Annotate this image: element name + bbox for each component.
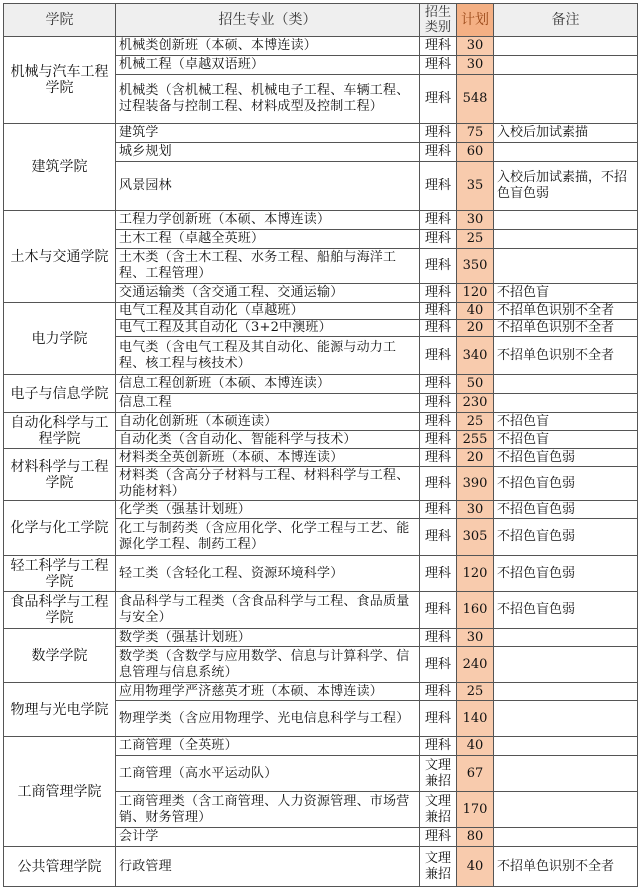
note-cell: 入校后加试素描，不招色盲色弱 [494, 162, 638, 211]
note-cell: 不招色盲 [494, 413, 638, 431]
plan-cell: 25 [457, 683, 494, 701]
plan-cell: 75 [457, 124, 494, 143]
table-row [4, 501, 638, 519]
college-cell: 电子与信息学院 [4, 375, 116, 413]
major-cell: 化学类（强基计划班） [116, 501, 420, 519]
note-cell [494, 249, 638, 284]
note-cell [494, 629, 638, 647]
college-cell: 轻工科学与工程 学院 [4, 556, 116, 592]
plan-cell: 140 [457, 701, 494, 737]
major-cell: 风景园林 [116, 162, 420, 211]
plan-cell: 305 [457, 519, 494, 556]
note-cell: 不招单色识别不全者 [494, 847, 638, 887]
header-plan: 计划 [457, 4, 494, 37]
note-cell [494, 701, 638, 737]
note-cell: 入校后加试素描 [494, 124, 638, 143]
plan-cell: 30 [457, 211, 494, 230]
note-cell [494, 792, 638, 828]
major-cell: 信息工程 [116, 394, 420, 413]
admissions-table [3, 3, 638, 887]
college-cell: 数学学院 [4, 629, 116, 683]
category-cell: 理科 [420, 737, 457, 756]
table-row [4, 211, 638, 230]
category-cell: 理科 [420, 162, 457, 211]
header-row [4, 4, 638, 37]
category-cell: 理科 [420, 592, 457, 629]
major-cell: 电气工程及其自动化（3+2中澳班） [116, 320, 420, 337]
category-cell: 理科 [420, 647, 457, 683]
college-cell: 自动化科学与工 程学院 [4, 413, 116, 449]
category-cell: 理科 [420, 320, 457, 337]
category-cell: 理科 [420, 449, 457, 467]
plan-cell: 548 [457, 75, 494, 124]
table-row [4, 449, 638, 467]
note-cell: 不招色盲色弱 [494, 501, 638, 519]
college-cell: 食品科学与工程 学院 [4, 592, 116, 629]
plan-cell: 30 [457, 629, 494, 647]
major-cell: 物理学类（含应用物理学、光电信息科学与工程） [116, 701, 420, 737]
table-row [4, 847, 638, 887]
category-cell: 理科 [420, 249, 457, 284]
note-cell [494, 375, 638, 394]
major-cell: 工程力学创新班（本硕、本博连读） [116, 211, 420, 230]
plan-cell: 350 [457, 249, 494, 284]
major-cell: 数学类（含数学与应用数学、信息与计算科学、信息管理与信息系统） [116, 647, 420, 683]
table-row [4, 37, 638, 56]
note-cell [494, 211, 638, 230]
major-cell: 城乡规划 [116, 143, 420, 162]
note-cell: 不招色盲色弱 [494, 449, 638, 467]
category-cell: 理科 [420, 828, 457, 847]
major-cell: 工商管理类（含工商管理、人力资源管理、市场营销、财务管理） [116, 792, 420, 828]
major-cell: 会计学 [116, 828, 420, 847]
major-cell: 数学类（强基计划班） [116, 629, 420, 647]
table-row [4, 375, 638, 394]
category-cell: 文理 兼招 [420, 756, 457, 792]
note-cell: 不招色盲色弱 [494, 556, 638, 592]
category-cell: 理科 [420, 394, 457, 413]
major-cell: 应用物理学严济慈英才班（本硕、本博连读） [116, 683, 420, 701]
category-cell: 理科 [420, 501, 457, 519]
college-cell: 建筑学院 [4, 124, 116, 211]
note-cell: 不招色盲色弱 [494, 519, 638, 556]
major-cell: 食品科学与工程类（含食品科学与工程、食品质量与安全） [116, 592, 420, 629]
plan-cell: 120 [457, 284, 494, 303]
college-cell: 电力学院 [4, 303, 116, 375]
plan-cell: 60 [457, 143, 494, 162]
plan-cell: 25 [457, 413, 494, 431]
note-cell [494, 737, 638, 756]
major-cell: 材料类（含高分子材料与工程、材料科学与工程、功能材料） [116, 467, 420, 501]
plan-cell: 50 [457, 375, 494, 394]
category-cell: 理科 [420, 75, 457, 124]
major-cell: 工商管理（高水平运动队） [116, 756, 420, 792]
major-cell: 行政管理 [116, 847, 420, 887]
note-cell [494, 394, 638, 413]
major-cell: 材料类全英创新班（本硕、本博连读） [116, 449, 420, 467]
plan-cell: 40 [457, 847, 494, 887]
college-cell: 物理与光电学院 [4, 683, 116, 737]
category-cell: 理科 [420, 519, 457, 556]
major-cell: 信息工程创新班（本硕、本博连读） [116, 375, 420, 394]
major-cell: 自动化类（含自动化、智能科学与技术） [116, 431, 420, 449]
table-row [4, 124, 638, 143]
category-cell: 理科 [420, 337, 457, 375]
plan-cell: 255 [457, 431, 494, 449]
major-cell: 轻工类（含轻化工程、资源环境科学） [116, 556, 420, 592]
major-cell: 交通运输类（含交通工程、交通运输） [116, 284, 420, 303]
major-cell: 机械类（含机械工程、机械电子工程、车辆工程、过程装备与控制工程、材料成型及控制工程） [116, 75, 420, 124]
note-cell: 不招色盲色弱 [494, 467, 638, 501]
plan-cell: 40 [457, 737, 494, 756]
plan-cell: 120 [457, 556, 494, 592]
category-cell: 理科 [420, 124, 457, 143]
college-cell: 工商管理学院 [4, 737, 116, 847]
major-cell: 工商管理（全英班） [116, 737, 420, 756]
header-note: 备注 [494, 4, 638, 37]
category-cell: 文理 兼招 [420, 792, 457, 828]
header-college: 学院 [4, 4, 116, 37]
note-cell: 不招单色识别不全者 [494, 320, 638, 337]
major-cell: 土木类（含土木工程、水务工程、船舶与海洋工程、工程管理） [116, 249, 420, 284]
note-cell: 不招色盲 [494, 431, 638, 449]
category-cell: 理科 [420, 37, 457, 56]
plan-cell: 20 [457, 320, 494, 337]
category-cell: 理科 [420, 284, 457, 303]
plan-cell: 230 [457, 394, 494, 413]
note-cell: 不招单色识别不全者 [494, 337, 638, 375]
college-cell: 土木与交通学院 [4, 211, 116, 303]
plan-cell: 240 [457, 647, 494, 683]
major-cell: 自动化创新班（本硕连读） [116, 413, 420, 431]
note-cell: 不招单色识别不全者 [494, 303, 638, 320]
category-cell: 理科 [420, 56, 457, 75]
college-cell: 公共管理学院 [4, 847, 116, 887]
note-cell [494, 647, 638, 683]
note-cell: 不招色盲色弱 [494, 592, 638, 629]
major-cell: 土木工程（卓越全英班） [116, 230, 420, 249]
category-cell: 理科 [420, 629, 457, 647]
plan-cell: 25 [457, 230, 494, 249]
category-cell: 理科 [420, 303, 457, 320]
major-cell: 化工与制药类（含应用化学、化学工程与工艺、能源化学工程、制药工程） [116, 519, 420, 556]
table-row [4, 683, 638, 701]
table-row [4, 556, 638, 592]
major-cell: 建筑学 [116, 124, 420, 143]
plan-cell: 30 [457, 37, 494, 56]
note-cell: 不招色盲 [494, 284, 638, 303]
category-cell: 理科 [420, 467, 457, 501]
note-cell [494, 75, 638, 124]
plan-cell: 67 [457, 756, 494, 792]
category-cell: 理科 [420, 143, 457, 162]
category-cell: 理科 [420, 230, 457, 249]
plan-cell: 160 [457, 592, 494, 629]
category-cell: 理科 [420, 413, 457, 431]
plan-cell: 390 [457, 467, 494, 501]
plan-cell: 30 [457, 56, 494, 75]
note-cell [494, 828, 638, 847]
category-cell: 理科 [420, 556, 457, 592]
major-cell: 机械类创新班（本硕、本博连读） [116, 37, 420, 56]
table-row [4, 303, 638, 320]
college-cell: 材料科学与工程 学院 [4, 449, 116, 501]
header-category: 招生 类别 [420, 4, 457, 37]
plan-cell: 30 [457, 501, 494, 519]
note-cell [494, 683, 638, 701]
college-cell: 化学与化工学院 [4, 501, 116, 556]
table-row [4, 592, 638, 629]
major-cell: 电气类（含电气工程及其自动化、能源与动力工程、核工程与核技术） [116, 337, 420, 375]
note-cell [494, 756, 638, 792]
category-cell: 文理 兼招 [420, 847, 457, 887]
note-cell [494, 143, 638, 162]
table-row [4, 737, 638, 756]
major-cell: 机械工程（卓越双语班） [116, 56, 420, 75]
category-cell: 理科 [420, 375, 457, 394]
category-cell: 理科 [420, 683, 457, 701]
table-row [4, 629, 638, 647]
major-cell: 电气工程及其自动化（卓越班） [116, 303, 420, 320]
college-cell: 机械与汽车工程 学院 [4, 37, 116, 124]
plan-cell: 35 [457, 162, 494, 211]
table-row [4, 413, 638, 431]
category-cell: 理科 [420, 431, 457, 449]
plan-cell: 80 [457, 828, 494, 847]
plan-cell: 20 [457, 449, 494, 467]
plan-cell: 340 [457, 337, 494, 375]
header-major: 招生专业（类） [116, 4, 420, 37]
category-cell: 理科 [420, 701, 457, 737]
category-cell: 理科 [420, 211, 457, 230]
note-cell [494, 56, 638, 75]
plan-cell: 40 [457, 303, 494, 320]
note-cell [494, 230, 638, 249]
note-cell [494, 37, 638, 56]
plan-cell: 170 [457, 792, 494, 828]
